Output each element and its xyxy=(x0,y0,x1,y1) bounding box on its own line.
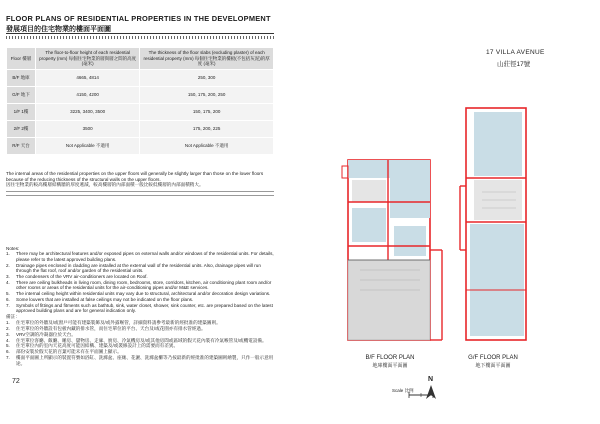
room-fill xyxy=(352,208,386,242)
note-text-zh: 住宅單位客廳、飯廳、睡房、儲物房、走廊、廚房、冷氣機房及/或其他房間或區域的假天花內裝有冷氣喉管及/或機電設備。 xyxy=(16,337,267,343)
list-item: 4. 住宅單位客廳、飯廳、睡房、儲物房、走廊、廚房、冷氣機房及/或其他房間或區域的假天花內裝有冷氣喉管及/或機電設備。 xyxy=(6,337,267,343)
note-text: Symbols of fittings and fitments such as bathtub, sink, water closet, shower, sink counter, etc. are prepared based on the latest approved building plans and are for general indication only. xyxy=(16,303,273,314)
floor-height-table xyxy=(6,47,274,155)
table-row xyxy=(7,86,274,103)
cell-height: 4665, 4814 xyxy=(36,69,140,86)
cell-floor: 2/F 2樓 xyxy=(7,120,36,137)
note-text: There may be architectural features and/or exposed pipes on external walls and/or windows of the residential units. For details, please refer to the latest approved building plans. xyxy=(16,251,274,262)
page-title-zh: 發展項目的住宅物業的樓面平面圖 xyxy=(6,26,111,33)
room-fill xyxy=(470,224,524,336)
divider xyxy=(6,191,274,192)
list-item: 5. The internal ceiling height within residential units may vary due to structural, architectural and/or decoration design variations. xyxy=(6,291,271,297)
note-text: The internal ceiling height within residential units may vary due to structural, architectural and/or decoration design variations. xyxy=(16,291,271,297)
north-arrow-shape xyxy=(426,385,436,399)
list-item: 2. Drainage pipes enclosed in cladding are installed at the external wall of the residential units. Also, drainage pipes will run through the flat roof, roof and/or garden of the residential units. xyxy=(6,263,274,274)
list-item: 5. 住宅單位內的室內天花高度可能因結構、建築及/或裝修設計上的需要而有差異。 xyxy=(6,343,179,349)
table-row xyxy=(7,69,274,86)
cell-slab: 250, 300 xyxy=(140,69,274,86)
note-text-zh: 住宅單位的外牆及/或窗戶可能有建築裝飾及/或外露喉管，詳細資料請參考最新的經批准的建築圖則。 xyxy=(16,319,221,325)
note-text-zh: 樓面平面圖上所顯示的裝置符號如浴缸、洗滌盆、座廁、花灑、洗滌盆櫃等乃按最新的經批准的建築圖則繪製，只作一般示意用途。 xyxy=(16,355,274,366)
cell-slab: 150, 175, 200 xyxy=(140,103,274,120)
cell-height: 3500 xyxy=(36,120,140,137)
list-item: 6. 部份安裝於假天花的百葉可能未有在平面圖上顯示。 xyxy=(6,349,122,355)
internal-area-note-en: The internal areas of the residential properties on the upper floors will generally be slightly larger than those on the lower floors because of the reducing thickness of the structural walls on the upper floors. xyxy=(6,171,264,182)
note-text-zh: 部份安裝於假天花的百葉可能未有在平面圖上顯示。 xyxy=(16,349,122,355)
cell-height: 4150, 4200 xyxy=(36,86,140,103)
bf-plan-caption-zh: 地庫樓面平面圖 xyxy=(372,363,408,369)
header-slab: The thickness of the floor slabs (excluding plaster) of each residential property (mm) 每個住宅物業的樓板(不包括灰泥)的厚度 (毫米) xyxy=(140,48,274,70)
list-item: 7. 樓面平面圖上所顯示的裝置符號如浴缸、洗滌盆、座廁、花灑、洗滌盆櫃等乃按最新的經批准的建築圖則繪製，只作一般示意用途。 xyxy=(6,355,274,366)
table-row xyxy=(7,137,274,154)
table-row xyxy=(7,103,274,120)
list-item: 1. 住宅單位的外牆及/或窗戶可能有建築裝飾及/或外露喉管，詳細資料請參考最新的經批准的建築圖則。 xyxy=(6,319,221,325)
header-floor: Floor 樓層 xyxy=(7,48,36,70)
cell-slab: 150, 175, 200, 250 xyxy=(140,86,274,103)
gf-floor-plan xyxy=(452,100,532,350)
room-fill xyxy=(474,112,522,176)
room-fill xyxy=(348,260,430,340)
divider xyxy=(6,195,274,196)
bf-floor-plan xyxy=(340,150,450,350)
notes-list-en xyxy=(6,251,274,313)
cell-slab: 175, 200, 225 xyxy=(140,120,274,137)
page-number: 72 xyxy=(12,378,20,385)
notes-section xyxy=(6,246,274,367)
cell-slab: Not Applicable 不適用 xyxy=(140,137,274,154)
list-item: 6. Some louvers that are installed at false ceilings may not be indicated on the floor plans. xyxy=(6,297,194,303)
gf-plan-caption-zh: 地下樓面平面圖 xyxy=(475,363,511,369)
title-rule xyxy=(6,33,274,34)
page-title: FLOOR PLANS OF RESIDENTIAL PROPERTIES IN THE DEVELOPMENT xyxy=(6,14,271,23)
list-item: 4. There are ceiling bulkheads in living room, dining room, bedrooms, store, corridors, kitchen, air conditioning plant room and/or other rooms or areas of the residential units for the air-conditioning pipes and/or M&E services. xyxy=(6,280,274,291)
wall-line xyxy=(342,166,348,178)
title-dotted-rule xyxy=(6,36,274,39)
project-name: 17 VILLA AVENUE xyxy=(486,49,545,56)
room-fill xyxy=(352,180,386,202)
note-text-zh: 住宅單位的外牆設有包板內藏的排水管，而住宅單位的平台、天台及/或花園亦有排水管經過。 xyxy=(16,325,206,331)
cell-floor: G/F 地下 xyxy=(7,86,36,103)
gf-plan-caption: G/F FLOOR PLAN xyxy=(468,355,518,361)
table-header-row xyxy=(7,48,274,70)
header-height: The floor-to-floor height of each residential property (mm) 每個住宅物業的層與層之間的高度 (毫米) xyxy=(36,48,140,70)
scale-label: Scale 比例 xyxy=(392,388,414,393)
list-item: 3. VRV空調的冷凝器位於天台。 xyxy=(6,331,76,337)
list-item: 7. Symbols of fittings and fitments such as bathtub, sink, water closet, shower, sink counter, etc. are prepared based on the latest approved building plans and are for general indication only. xyxy=(6,303,273,314)
cell-floor: R/F 天台 xyxy=(7,137,36,154)
list-item: 2. 住宅單位的外牆設有包板內藏的排水管，而住宅單位的平台、天台及/或花園亦有排水管經過。 xyxy=(6,325,206,331)
cell-height: 3225, 3400, 3500 xyxy=(36,103,140,120)
note-text: Some louvers that are installed at false ceilings may not be indicated on the floor plans. xyxy=(16,297,194,303)
cell-floor: B/F 地庫 xyxy=(7,69,36,86)
notes-list-zh xyxy=(6,320,274,366)
room-fill xyxy=(390,160,430,218)
bf-plan-caption: B/F FLOOR PLAN xyxy=(365,355,415,361)
cell-floor: 1/F 1樓 xyxy=(7,103,36,120)
north-label: N xyxy=(428,376,434,383)
note-text-zh: VRV空調的冷凝器位於天台。 xyxy=(16,331,76,337)
note-text-zh: 住宅單位內的室內天花高度可能因結構、建築及/或裝修設計上的需要而有差異。 xyxy=(16,343,179,349)
list-item: 1. There may be architectural features and/or exposed pipes on external walls and/or windows of the residential units. For details, please refer to the latest approved building plans. xyxy=(6,251,274,262)
notes-heading-zh: 備註： xyxy=(6,314,20,320)
table-row xyxy=(7,120,274,137)
notes-heading: Notes: xyxy=(6,246,20,251)
internal-area-note xyxy=(6,171,274,188)
cell-height: Not Applicable 不適用 xyxy=(36,137,140,154)
north-arrow-icon xyxy=(426,385,436,399)
note-text: Drainage pipes enclosed in cladding are installed at the external wall of the residential units. Also, drainage pipes will run through the flat roof, roof and/or garden of the residential units. xyxy=(16,262,261,274)
project-name-zh: 山莊徑17號 xyxy=(497,61,531,68)
note-text: The condensers of the VRV air-conditioners are located on Roof. xyxy=(16,274,148,280)
internal-area-note-zh: 因住宅物業的較高樓層結構牆的厚度遞減，較高樓層的內部面積一般比較低樓層的內部面積稍大。 xyxy=(6,182,204,188)
list-item: 3. The condensers of the VRV air-conditioners are located on Roof. xyxy=(6,274,148,280)
note-text: There are ceiling bulkheads in living room, dining room, bedrooms, store, corridors, kitchen, air conditioning plant room and/or other rooms or areas of the residential units for the air-conditioning pipes and/or M&E services. xyxy=(16,279,272,291)
room-fill xyxy=(394,226,426,256)
